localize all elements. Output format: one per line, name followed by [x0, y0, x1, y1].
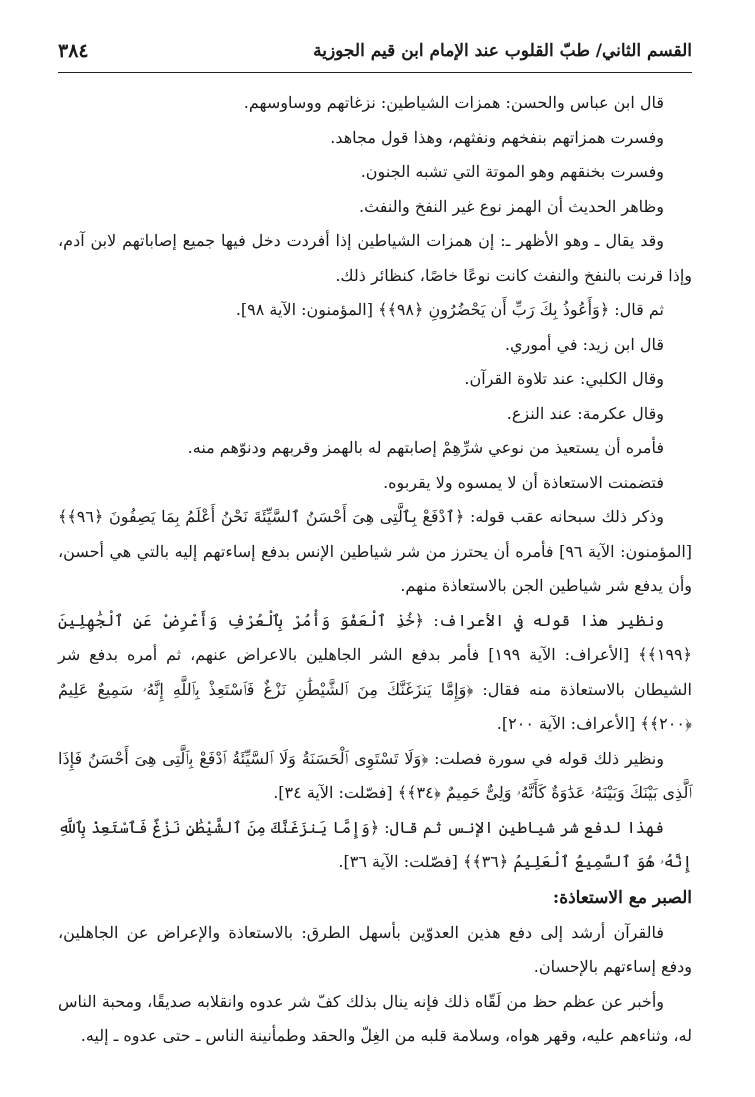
paragraph: ونظير ذلك قوله في سورة فصلت: ﴿وَلَا تَسْتَوِى ٱلْحَسَنَةُ وَلَا ٱلسَّيِّئَةُ ٱدْفَعْ بِٱلَّتِى هِىَ أَحْسَنُ فَإِذَا ٱلَّذِى بَيْنَكَ وَبَيْنَهُۥ عَدَٰوَةٌ كَأَنَّهُۥ وَلِىٌّ حَمِيمٌ ﴿٣٤﴾﴾ [فصّلت: الآية ٣٤]. [58, 748, 692, 802]
page-header [58, 30, 692, 73]
paragraph: ونظير هذا قوله في الأعراف: ﴿خُذِ ٱلْعَفْوَ وَأْمُرْ بِٱلْعُرْفِ وَأَعْرِضْ عَنِ ٱلْجَٰهِلِينَ ﴿١٩٩﴾﴾ [الأعراف: الآية ١٩٩] فأمر بدفع الشر الجاهلين بالاعراض عنهم، ثم أمره بدفع شر الشيطان بالاستعاذة منه فقال: ﴿وَإِمَّا يَنزَغَنَّكَ مِنَ ٱلشَّيْطَٰنِ نَزْغٌ فَٱسْتَعِذْ بِٱللَّهِ إِنَّهُۥ سَمِيعٌ عَلِيمٌ ﴿٢٠٠﴾﴾ [الأعراف: الآية ٢٠٠]. [58, 610, 692, 733]
paragraph: وأخبر عن عظم حظ من لَقّاه ذلك فإنه ينال بذلك كفّ شر عدوه وانقلابه صديقًا، ومحبة الناس له، وثناءهم عليه، وقهر هواه، وسلامة قلبه من الغِلّ والحقد وطمأنينة الناس ـ حتى عدوه ـ إليه. [58, 991, 692, 1045]
paragraph: وظاهر الحديث أن الهمز نوع غير النفخ والنفث. [358, 196, 664, 216]
paragraph: فأمره أن يستعيذ من نوعي شرِّهِمْ إصابتهم له بالهمز وقربهم ودنوّهم منه. [187, 438, 664, 457]
paragraph: وفسرت همزاتهم بنفخهم ونفثهم، وهذا قول مجاهد. [330, 127, 664, 147]
paragraph: فهذا لدفع شر شياطين الإنس ثم قال: ﴿وَإِمَّا يَنزَغَنَّكَ مِنَ ٱلشَّيْطَٰنِ نَزْغٌ فَٱسْتَعِذْ بِٱللَّهِ إِنَّهُۥ هُوَ ٱلسَّمِيعُ ٱلْعَلِيمُ ﴿٣٦﴾﴾ [فصّلت: الآية ٣٦]. [58, 817, 692, 871]
paragraph: وقال الكلبي: عند تلاوة القرآن. [464, 369, 664, 388]
page-number: ٣٨٤ [58, 40, 89, 62]
paragraph: وفسرت بخنقهم وهو الموتة التي تشبه الجنون. [360, 162, 664, 181]
paragraph: وقال عكرمة: عند النزع. [506, 403, 664, 423]
running-title: القسم الثاني/ طبّ القلوب عند الإمام ابن قيم الجوزية [313, 41, 692, 61]
paragraph: فالقرآن أرشد إلى دفع هذين العدوّين بأسهل الطرق: بالاستعاذة والإعراض عن الجاهلين، ودفع إساءتهم بالإحسان. [58, 922, 692, 976]
paragraph: وذكر ذلك سبحانه عقب قوله: ﴿ٱدْفَعْ بِٱلَّتِى هِىَ أَحْسَنُ ٱلسَّيِّئَةَ نَحْنُ أَعْلَمُ بِمَا يَصِفُونَ ﴿٩٦﴾﴾ [المؤمنون: الآية ٩٦] فأمره أن يحترز من شر شياطين الإنس بدفع إساءتهم إليه بالتي هي أحسن، وأن يدفع شر شياطين الجن بالاستعاذة منهم. [58, 507, 693, 595]
section-heading: الصبر مع الاستعاذة: [552, 887, 692, 908]
paragraph: وقد يقال ـ وهو الأظهر ـ: إن همزات الشياطين إذا أفردت دخل فيها جميع إصاباتهم لابن آدم، وإذا قرنت بالنفخ والنفث كانت نوعًا خاصًا، كنظائر ذلك. [58, 231, 692, 285]
paragraph: ثم قال: ﴿وَأَعُوذُ بِكَ رَبِّ أَن يَحْضُرُونِ ﴿٩٨﴾﴾ [المؤمنون: الآية ٩٨]. [235, 300, 664, 319]
paragraph: قال ابن زيد: في أموري. [504, 334, 664, 354]
paragraph: فتضمنت الاستعاذة أن لا يمسوه ولا يقربوه. [383, 472, 664, 492]
paragraph: قال ابن عباس والحسن: همزات الشياطين: نزغاتهم ووساوسهم. [243, 93, 664, 112]
page-body [58, 86, 692, 1054]
